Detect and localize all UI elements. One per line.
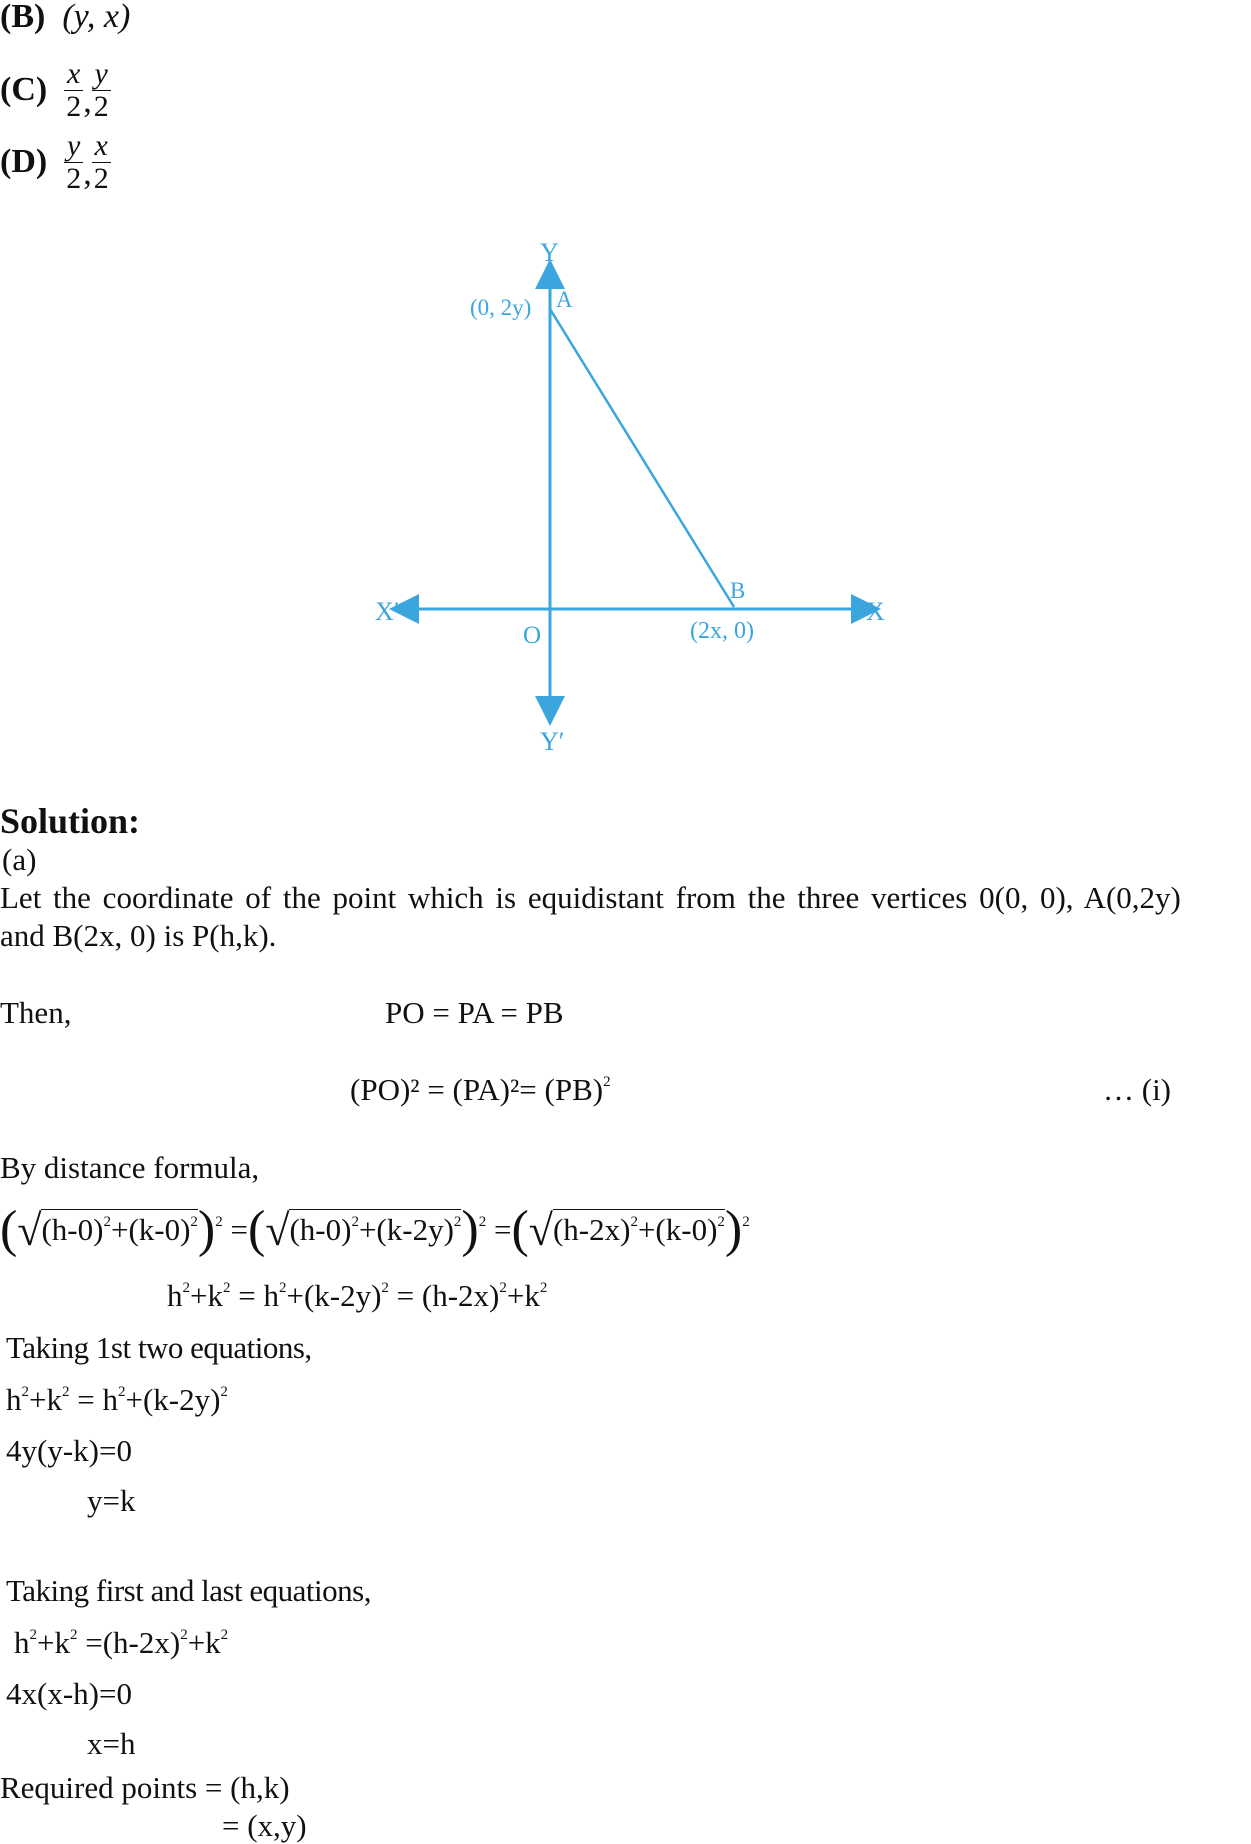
first-two-equation: $h^2+k^2 = h^2+(k-2y)^2$ [6, 1382, 228, 1417]
segment-ab [550, 309, 734, 607]
step-2: 4x(x-h)=0 [6, 1676, 132, 1711]
label-b: B [730, 578, 746, 603]
label-a: A [556, 287, 573, 312]
required-points: Required points = (h,k) [0, 1770, 290, 1805]
intro-line-2: and B(2x, 0) is P(h,k). [0, 918, 277, 953]
label-y: Y [540, 238, 559, 267]
required-points-value: = (x,y) [222, 1808, 307, 1843]
intro-line-1: Let the coordinate of the point which is equidistant from the three vertices 0(0, 0), A(0,2y) [0, 880, 1181, 915]
result-1: y=k [87, 1483, 136, 1518]
then-text: Then, [0, 995, 72, 1030]
result-2: x=h [87, 1726, 136, 1761]
fraction: $\frac{x}{2}$ [93, 129, 109, 195]
fraction: $\frac{y}{2}$ [66, 129, 82, 195]
answer: (a) [2, 842, 37, 877]
solution-heading: Solution: [0, 801, 141, 841]
label-x: X [866, 597, 885, 626]
option-c: (C) $\frac{x}{2}$ , $\frac{y}{2}$ [0, 57, 109, 123]
equation-equal-distances: PO = PA = PB [385, 995, 564, 1030]
label-x-neg: X′ [375, 597, 400, 626]
label-y-neg: Y′ [540, 727, 565, 756]
taking-first-last-text: Taking first and last equations, [6, 1573, 371, 1608]
label-origin: O [523, 622, 542, 649]
option-d: (D) $\frac{y}{2}$ , $\frac{x}{2}$ [0, 129, 109, 195]
first-last-equation: $h^2+k^2 =(h-2x)^2+k^2$ [14, 1625, 229, 1660]
step-1: 4y(y-k)=0 [6, 1433, 132, 1468]
option-label: (C) [0, 71, 48, 108]
coordinate-figure [300, 225, 885, 765]
option-b [0, 0, 130, 34]
fraction: $\frac{x}{2}$ [66, 57, 82, 123]
distance-equation: $(√(h-0)^2+(k-0)^2)^2 =(√(h-0)^2+(k-2y)^2)^2 =(√(h-2x)^2+(k-0)^2)^2$ [0, 1201, 750, 1258]
option-label: (D) [0, 143, 48, 180]
option-content: (y, x) [62, 0, 131, 35]
label-a-coord: (0, 2y) [470, 295, 532, 320]
expanded-equation: $h^2+k^2 = h^2+(k-2y)^2 = (h-2x)^2+k^2$ [167, 1278, 548, 1313]
distance-formula-text: By distance formula, [0, 1150, 260, 1185]
taking-first-two-text: Taking 1st two equations, [6, 1330, 312, 1365]
equation-tag: … (i) [1103, 1072, 1172, 1107]
option-label: (B) [0, 0, 46, 35]
label-b-coord: (2x, 0) [690, 618, 754, 644]
fraction: $\frac{y}{2}$ [93, 57, 109, 123]
equation-squares: (PO)² = (PA)²= (PB)$^2$ [350, 1072, 611, 1107]
